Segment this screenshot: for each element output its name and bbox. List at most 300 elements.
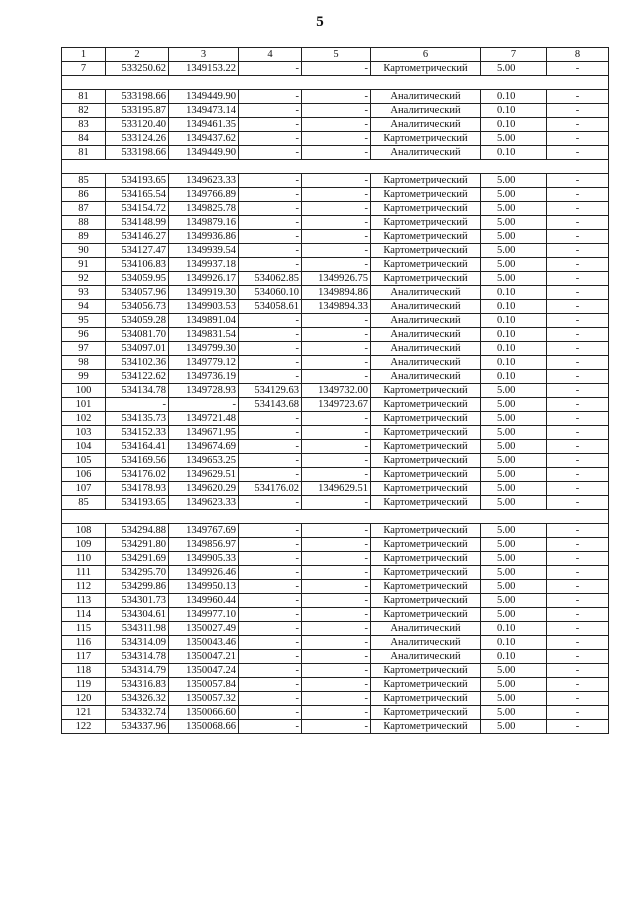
table-cell: 534314.09 — [106, 636, 169, 650]
table-cell: - — [239, 314, 302, 328]
table-cell: - — [302, 720, 371, 734]
table-row — [62, 720, 609, 734]
table-cell: 1350043.46 — [169, 636, 239, 650]
table-cell: - — [302, 608, 371, 622]
table-row — [62, 524, 609, 538]
table-cell: 113 — [62, 594, 106, 608]
table-cell: 0.10 — [481, 370, 547, 384]
table-cell: - — [302, 342, 371, 356]
spacer-cell — [239, 76, 302, 90]
table-cell: Картометрический — [371, 454, 481, 468]
table-cell: 87 — [62, 202, 106, 216]
table-cell: 115 — [62, 622, 106, 636]
table-row — [62, 286, 609, 300]
table-cell: 534059.28 — [106, 314, 169, 328]
table-row — [62, 272, 609, 286]
table-cell: - — [547, 636, 609, 650]
table-cell: - — [239, 244, 302, 258]
table-cell: Картометрический — [371, 664, 481, 678]
table-cell: - — [239, 440, 302, 454]
table-cell: 534178.93 — [106, 482, 169, 496]
table-cell: 5.00 — [481, 664, 547, 678]
table-cell: 5.00 — [481, 468, 547, 482]
table-cell: 534291.69 — [106, 552, 169, 566]
table-cell: 88 — [62, 216, 106, 230]
table-cell: 5.00 — [481, 202, 547, 216]
table-cell: 103 — [62, 426, 106, 440]
table-cell: 85 — [62, 496, 106, 510]
table-cell: 5.00 — [481, 62, 547, 76]
table-cell: - — [106, 398, 169, 412]
table-cell: 5.00 — [481, 132, 547, 146]
table-cell: - — [239, 622, 302, 636]
table-cell: 534062.85 — [239, 272, 302, 286]
table-cell: 118 — [62, 664, 106, 678]
table-row — [62, 580, 609, 594]
table-cell: 98 — [62, 356, 106, 370]
table-cell: - — [302, 636, 371, 650]
table-cell: - — [302, 328, 371, 342]
table-cell: 5.00 — [481, 580, 547, 594]
table-cell: - — [302, 440, 371, 454]
header-row — [62, 48, 609, 62]
table-cell: 83 — [62, 118, 106, 132]
table-cell: Аналитический — [371, 622, 481, 636]
table-cell: 1349894.33 — [302, 300, 371, 314]
table-body — [62, 48, 609, 734]
spacer-row — [62, 510, 609, 524]
table-cell: - — [239, 230, 302, 244]
table-cell: 5.00 — [481, 566, 547, 580]
table-cell: 5.00 — [481, 440, 547, 454]
table-cell: - — [547, 300, 609, 314]
table-cell: 1349937.18 — [169, 258, 239, 272]
table-cell: Картометрический — [371, 272, 481, 286]
table-cell: 1349461.35 — [169, 118, 239, 132]
table-cell: Аналитический — [371, 300, 481, 314]
table-row — [62, 188, 609, 202]
spacer-cell — [239, 160, 302, 174]
table-cell: 534127.47 — [106, 244, 169, 258]
table-cell: 534294.88 — [106, 524, 169, 538]
table-cell: 5.00 — [481, 552, 547, 566]
table-cell: - — [547, 230, 609, 244]
table-cell: 1350068.66 — [169, 720, 239, 734]
table-cell: 81 — [62, 90, 106, 104]
table-cell: 534299.86 — [106, 580, 169, 594]
table-cell: 121 — [62, 706, 106, 720]
table-cell: - — [302, 538, 371, 552]
table-cell: - — [239, 90, 302, 104]
table-cell: 534059.95 — [106, 272, 169, 286]
table-cell: 534060.10 — [239, 286, 302, 300]
table-cell: - — [302, 664, 371, 678]
table-cell: - — [547, 594, 609, 608]
table-cell: 120 — [62, 692, 106, 706]
table-cell: 99 — [62, 370, 106, 384]
table-cell: - — [239, 580, 302, 594]
table-cell: 1350047.24 — [169, 664, 239, 678]
table-cell: Картометрический — [371, 230, 481, 244]
table-cell: - — [239, 132, 302, 146]
table-cell: - — [547, 202, 609, 216]
table-cell: 1349629.51 — [169, 468, 239, 482]
table-cell: Картометрический — [371, 496, 481, 510]
table-cell: 5.00 — [481, 398, 547, 412]
table-cell: Аналитический — [371, 146, 481, 160]
table-cell: 534058.61 — [239, 300, 302, 314]
table-cell: - — [239, 608, 302, 622]
spacer-cell — [106, 160, 169, 174]
table-cell: - — [239, 664, 302, 678]
table-cell: 1349728.93 — [169, 384, 239, 398]
table-row — [62, 118, 609, 132]
table-cell: Картометрический — [371, 692, 481, 706]
table-cell: - — [547, 188, 609, 202]
table-row — [62, 678, 609, 692]
table-cell: Картометрический — [371, 426, 481, 440]
table-cell: 111 — [62, 566, 106, 580]
table-cell: 534143.68 — [239, 398, 302, 412]
spacer-cell — [302, 160, 371, 174]
table-row — [62, 314, 609, 328]
table-cell: 1349623.33 — [169, 496, 239, 510]
table-cell: - — [239, 594, 302, 608]
table-cell: 5.00 — [481, 594, 547, 608]
table-cell: 1349831.54 — [169, 328, 239, 342]
table-cell: 534176.02 — [106, 468, 169, 482]
table-cell: 119 — [62, 678, 106, 692]
table-cell: 117 — [62, 650, 106, 664]
table-cell: 534332.74 — [106, 706, 169, 720]
table-cell: 1349767.69 — [169, 524, 239, 538]
table-cell: - — [302, 90, 371, 104]
table-cell: - — [302, 202, 371, 216]
table-cell: 91 — [62, 258, 106, 272]
table-cell: 1349905.33 — [169, 552, 239, 566]
table-row — [62, 146, 609, 160]
table-row — [62, 426, 609, 440]
table-cell: 1349926.46 — [169, 566, 239, 580]
table-cell: - — [547, 720, 609, 734]
spacer-cell — [371, 510, 481, 524]
table-cell: 534057.96 — [106, 286, 169, 300]
table-row — [62, 608, 609, 622]
table-cell: 1350057.32 — [169, 692, 239, 706]
table-cell: 5.00 — [481, 188, 547, 202]
table-cell: 5.00 — [481, 608, 547, 622]
table-cell: 112 — [62, 580, 106, 594]
table-cell: 0.10 — [481, 314, 547, 328]
table-cell: 106 — [62, 468, 106, 482]
spacer-cell — [169, 76, 239, 90]
spacer-cell — [302, 76, 371, 90]
header-cell: 4 — [239, 48, 302, 62]
spacer-cell — [106, 510, 169, 524]
spacer-cell — [62, 510, 106, 524]
table-cell: 1349936.86 — [169, 230, 239, 244]
table-cell: 84 — [62, 132, 106, 146]
table-cell: 122 — [62, 720, 106, 734]
table-cell: 1349653.25 — [169, 454, 239, 468]
header-cell: 1 — [62, 48, 106, 62]
table-cell: 1349623.33 — [169, 174, 239, 188]
table-cell: 5.00 — [481, 216, 547, 230]
table-cell: - — [239, 692, 302, 706]
table-row — [62, 230, 609, 244]
table-cell: 116 — [62, 636, 106, 650]
table-cell: - — [239, 258, 302, 272]
table-cell: 534316.83 — [106, 678, 169, 692]
spacer-cell — [62, 76, 106, 90]
table-cell: - — [169, 398, 239, 412]
table-cell: - — [547, 454, 609, 468]
table-cell: 5.00 — [481, 244, 547, 258]
table-cell: 1350027.49 — [169, 622, 239, 636]
header-cell: 7 — [481, 48, 547, 62]
table-cell: Картометрический — [371, 202, 481, 216]
table-cell: - — [302, 468, 371, 482]
table-cell: - — [302, 412, 371, 426]
table-cell: Аналитический — [371, 342, 481, 356]
table-cell: Картометрический — [371, 216, 481, 230]
table-cell: - — [547, 384, 609, 398]
table-cell: 5.00 — [481, 454, 547, 468]
table-row — [62, 202, 609, 216]
table-cell: 534311.98 — [106, 622, 169, 636]
table-cell: 534176.02 — [239, 482, 302, 496]
table-cell: 0.10 — [481, 90, 547, 104]
table-cell: Аналитический — [371, 650, 481, 664]
table-cell: - — [547, 342, 609, 356]
table-cell: - — [239, 426, 302, 440]
table-cell: 534135.73 — [106, 412, 169, 426]
table-cell: 1349919.30 — [169, 286, 239, 300]
table-cell: 1349894.86 — [302, 286, 371, 300]
table-row — [62, 258, 609, 272]
table-cell: Аналитический — [371, 328, 481, 342]
table-row — [62, 356, 609, 370]
table-row — [62, 650, 609, 664]
table-cell: - — [302, 566, 371, 580]
table-cell: - — [302, 580, 371, 594]
table-cell: - — [239, 356, 302, 370]
table-row — [62, 538, 609, 552]
table-row — [62, 62, 609, 76]
table-cell: 100 — [62, 384, 106, 398]
spacer-cell — [481, 76, 547, 90]
table-cell: 1349950.13 — [169, 580, 239, 594]
table-row — [62, 622, 609, 636]
table-cell: 0.10 — [481, 286, 547, 300]
table-cell: - — [239, 524, 302, 538]
table-cell: 102 — [62, 412, 106, 426]
table-cell: - — [547, 272, 609, 286]
table-row — [62, 636, 609, 650]
table-cell: - — [547, 552, 609, 566]
table-cell: - — [302, 426, 371, 440]
spacer-row — [62, 160, 609, 174]
table-cell: 0.10 — [481, 650, 547, 664]
table-cell: - — [302, 188, 371, 202]
page-number: 5 — [316, 14, 324, 30]
table-cell: 1349723.67 — [302, 398, 371, 412]
table-cell: 1350066.60 — [169, 706, 239, 720]
table-cell: 0.10 — [481, 118, 547, 132]
table-cell: - — [547, 398, 609, 412]
table-cell: Картометрический — [371, 580, 481, 594]
coordinates-table — [61, 47, 609, 734]
spacer-cell — [481, 510, 547, 524]
table-cell: 104 — [62, 440, 106, 454]
table-cell: - — [547, 538, 609, 552]
table-cell: 0.10 — [481, 342, 547, 356]
table-cell: 90 — [62, 244, 106, 258]
table-cell: 534326.32 — [106, 692, 169, 706]
table-cell: - — [239, 370, 302, 384]
table-cell: - — [547, 356, 609, 370]
table-cell: 533195.87 — [106, 104, 169, 118]
table-cell: - — [239, 62, 302, 76]
table-cell: - — [239, 566, 302, 580]
table-cell: - — [239, 454, 302, 468]
table-cell: 0.10 — [481, 356, 547, 370]
table-cell: Картометрический — [371, 678, 481, 692]
table-cell: - — [547, 608, 609, 622]
table-cell: - — [302, 104, 371, 118]
table-cell: 534056.73 — [106, 300, 169, 314]
table-cell: 97 — [62, 342, 106, 356]
table-cell: 534295.70 — [106, 566, 169, 580]
table-cell: 534291.80 — [106, 538, 169, 552]
table-cell: - — [302, 230, 371, 244]
table-cell: 5.00 — [481, 482, 547, 496]
table-row — [62, 482, 609, 496]
table-cell: Картометрический — [371, 594, 481, 608]
table-cell: 5.00 — [481, 272, 547, 286]
spacer-cell — [481, 160, 547, 174]
table-cell: Аналитический — [371, 104, 481, 118]
table-cell: - — [547, 426, 609, 440]
table-cell: Картометрический — [371, 538, 481, 552]
table-cell: Аналитический — [371, 286, 481, 300]
table-cell: 534193.65 — [106, 496, 169, 510]
table-cell: 101 — [62, 398, 106, 412]
table-cell: 533120.40 — [106, 118, 169, 132]
table-cell: - — [547, 650, 609, 664]
table-cell: 534314.78 — [106, 650, 169, 664]
table-cell: 1349721.48 — [169, 412, 239, 426]
table-cell: - — [547, 370, 609, 384]
table-cell: - — [302, 314, 371, 328]
table-cell: 534154.72 — [106, 202, 169, 216]
table-cell: - — [547, 90, 609, 104]
table-cell: 1349926.75 — [302, 272, 371, 286]
header-cell: 5 — [302, 48, 371, 62]
table-cell: Картометрический — [371, 398, 481, 412]
table-cell: 534102.36 — [106, 356, 169, 370]
table-cell: Картометрический — [371, 482, 481, 496]
table-cell: - — [547, 692, 609, 706]
table-cell: - — [302, 454, 371, 468]
header-cell: 2 — [106, 48, 169, 62]
table-cell: - — [239, 328, 302, 342]
table-cell: 1349779.12 — [169, 356, 239, 370]
table-cell: - — [547, 62, 609, 76]
table-cell: - — [239, 202, 302, 216]
table-cell: 534129.63 — [239, 384, 302, 398]
table-cell: - — [239, 342, 302, 356]
table-cell: 533198.66 — [106, 90, 169, 104]
table-cell: Картометрический — [371, 566, 481, 580]
table-cell: - — [302, 216, 371, 230]
table-cell: 5.00 — [481, 706, 547, 720]
table-cell: - — [547, 706, 609, 720]
table-row — [62, 328, 609, 342]
table-cell: - — [239, 552, 302, 566]
table-cell: 5.00 — [481, 426, 547, 440]
table-cell: - — [302, 524, 371, 538]
table-cell: 1349977.10 — [169, 608, 239, 622]
table-cell: Картометрический — [371, 440, 481, 454]
table-cell: - — [239, 146, 302, 160]
header-cell: 3 — [169, 48, 239, 62]
table-cell: 534106.83 — [106, 258, 169, 272]
table-cell: - — [302, 132, 371, 146]
table-cell: - — [302, 146, 371, 160]
table-cell: - — [547, 622, 609, 636]
table-cell: 95 — [62, 314, 106, 328]
table-cell: 1349939.54 — [169, 244, 239, 258]
table-cell: 534122.62 — [106, 370, 169, 384]
table-cell: Аналитический — [371, 636, 481, 650]
table-cell: - — [239, 104, 302, 118]
table-cell: 7 — [62, 62, 106, 76]
spacer-cell — [547, 510, 609, 524]
table-row — [62, 552, 609, 566]
table-cell: - — [547, 258, 609, 272]
table-cell: - — [302, 244, 371, 258]
table-cell: - — [547, 412, 609, 426]
table-cell: Аналитический — [371, 356, 481, 370]
table-cell: - — [302, 496, 371, 510]
table-cell: Картометрический — [371, 384, 481, 398]
table-cell: 93 — [62, 286, 106, 300]
table-cell: 108 — [62, 524, 106, 538]
table-cell: 1350047.21 — [169, 650, 239, 664]
table-cell: - — [239, 538, 302, 552]
table-cell: - — [547, 440, 609, 454]
table-cell: 534081.70 — [106, 328, 169, 342]
table-cell: 1349799.30 — [169, 342, 239, 356]
table-cell: - — [239, 720, 302, 734]
table-cell: - — [302, 594, 371, 608]
table-cell: - — [302, 370, 371, 384]
table-cell: - — [239, 216, 302, 230]
table-cell: - — [547, 174, 609, 188]
spacer-cell — [371, 76, 481, 90]
table-cell: - — [547, 566, 609, 580]
table-cell: 1349926.17 — [169, 272, 239, 286]
spacer-cell — [239, 510, 302, 524]
table-cell: Картометрический — [371, 244, 481, 258]
spacer-cell — [106, 76, 169, 90]
table-cell: 1349437.62 — [169, 132, 239, 146]
table-cell: - — [302, 706, 371, 720]
table-cell: 82 — [62, 104, 106, 118]
table-cell: 533250.62 — [106, 62, 169, 76]
spacer-cell — [169, 160, 239, 174]
